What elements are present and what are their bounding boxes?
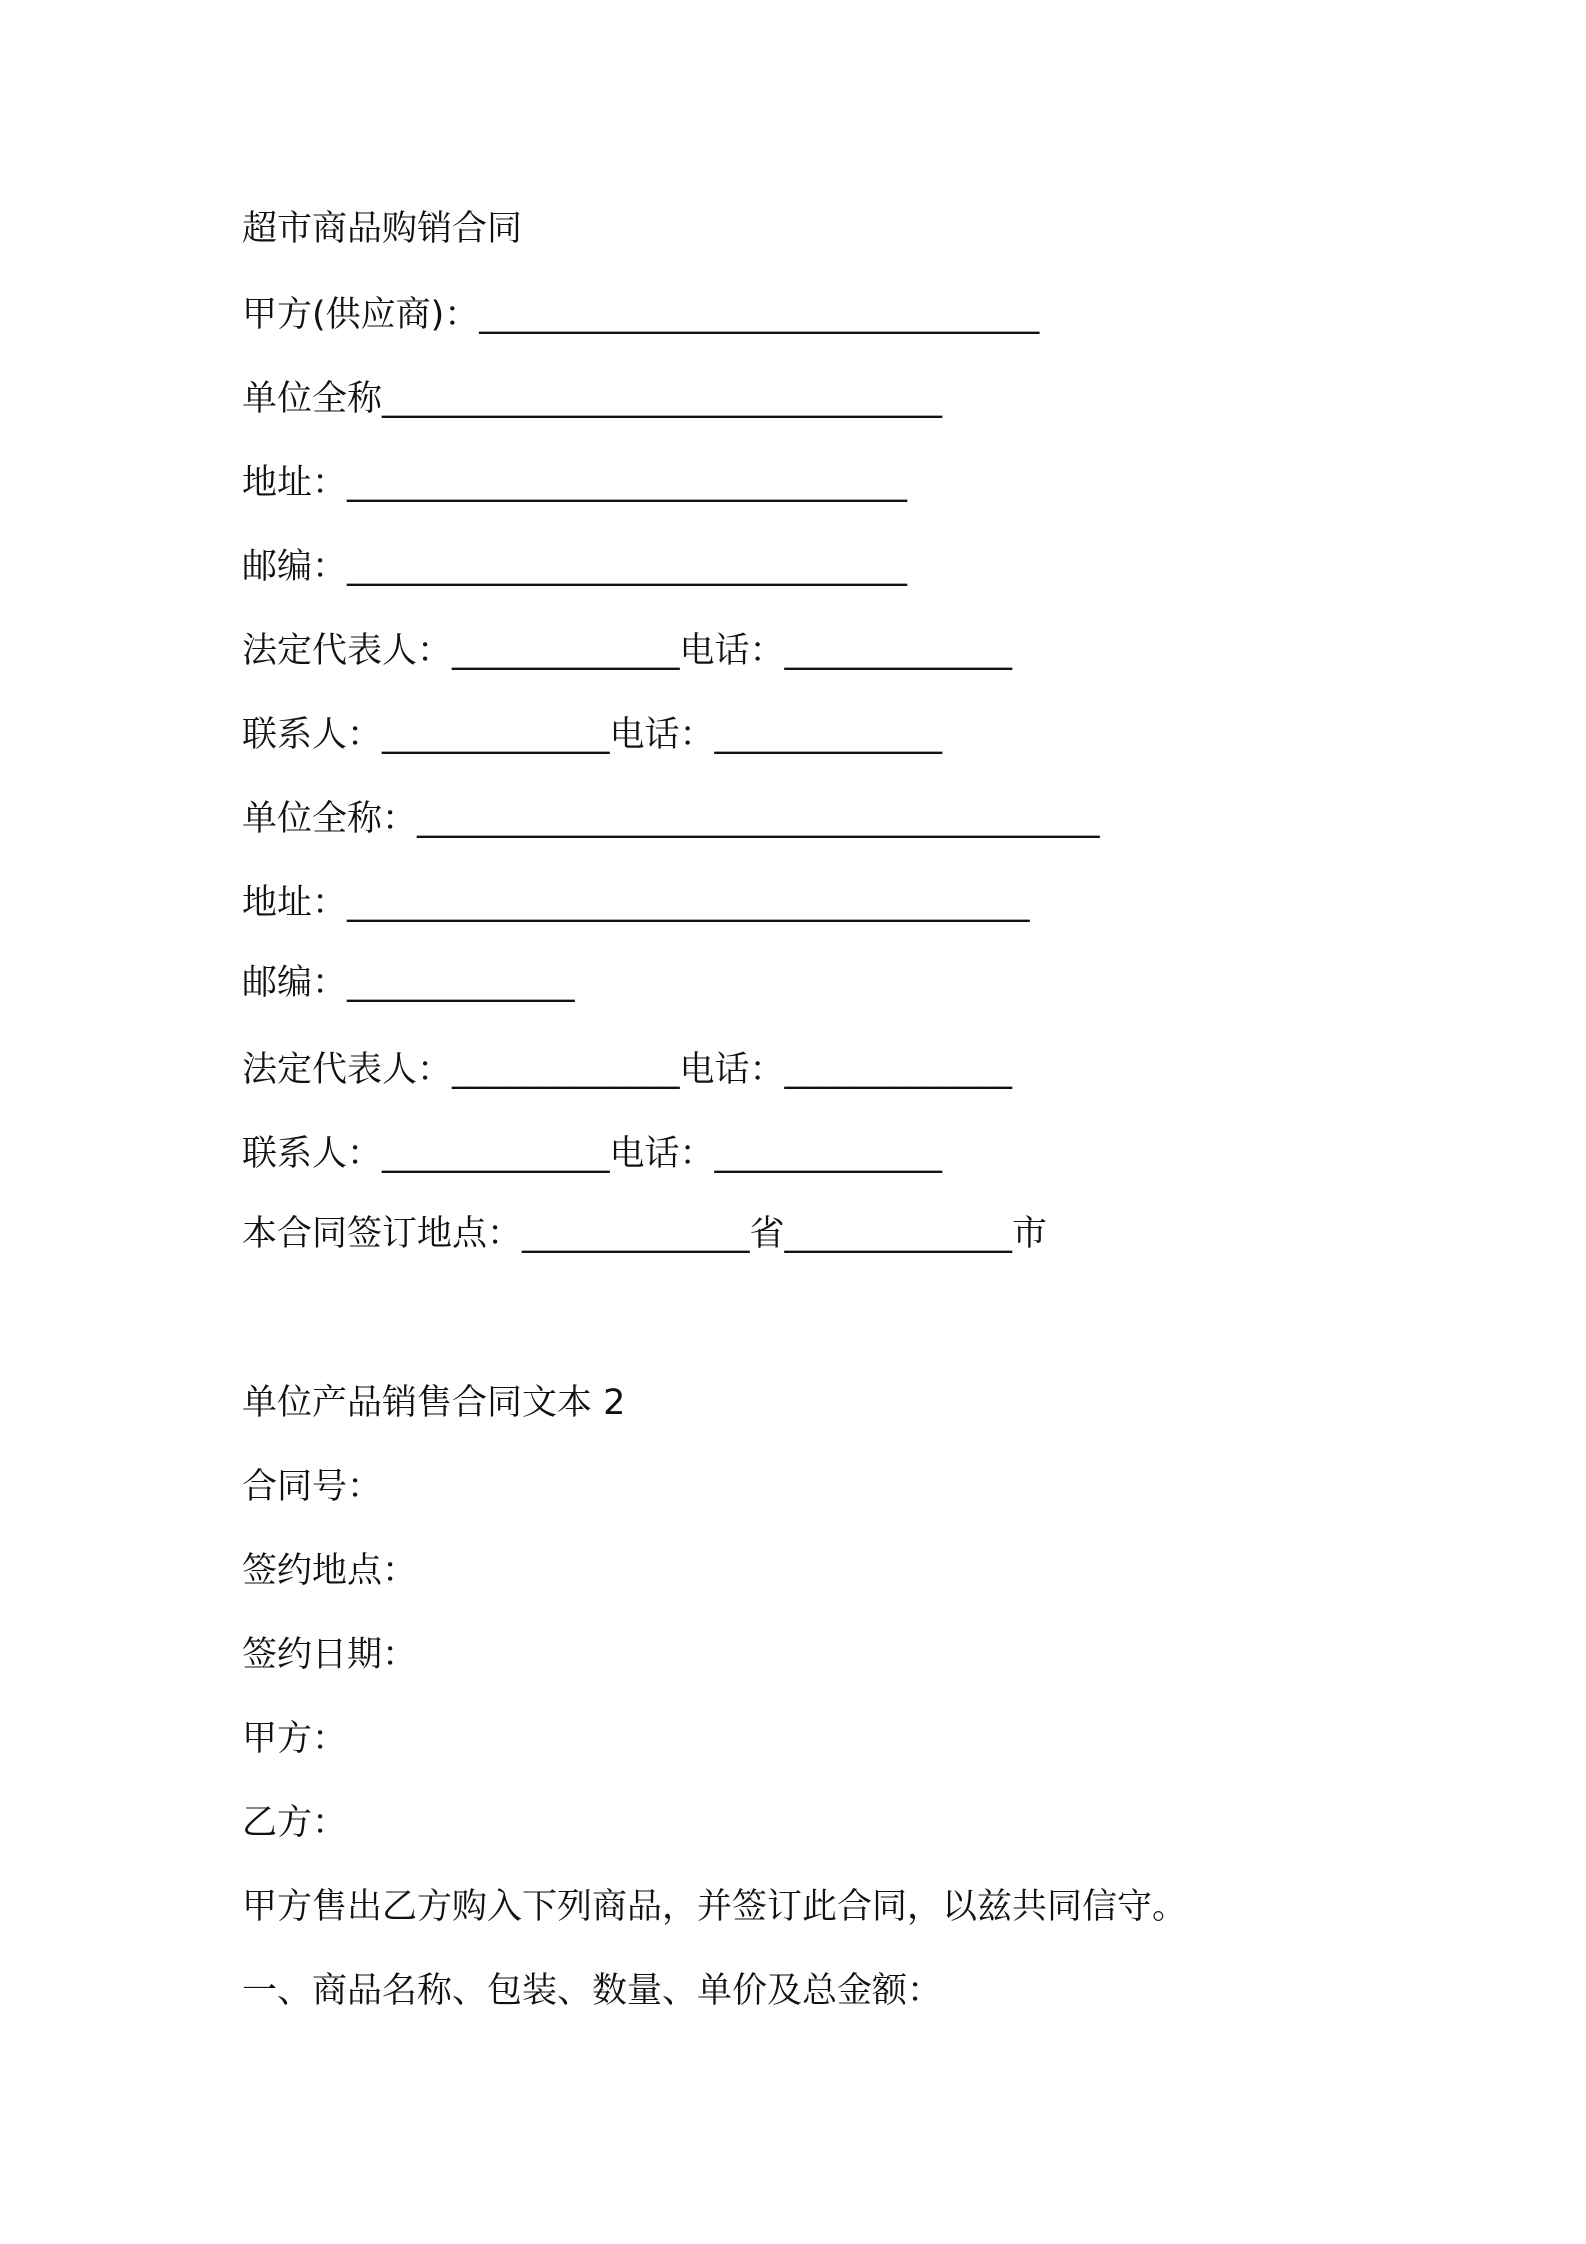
party-a-supplier-line: 甲方(供应商)：________________________________: [242, 295, 1040, 335]
contract-number-line: 合同号：: [242, 1467, 383, 1507]
party-a-contact-line: 联系人：_____________电话：_____________: [242, 715, 943, 755]
party-b-address-line: 地址：_______________________________________: [242, 883, 1030, 923]
signing-place-line: 本合同签订地点：_____________省_____________市: [242, 1214, 1048, 1254]
sign-location-line: 签约地点：: [242, 1551, 418, 1591]
party-a-legal-rep-line: 法定代表人：_____________电话：_____________: [242, 631, 1013, 671]
clause-1-heading: 一、商品名称、包装、数量、单价及总金额：: [242, 1971, 943, 2011]
party-b-contact-line: 联系人：_____________电话：_____________: [242, 1134, 943, 1174]
contract-2-title: 单位产品销售合同文本 2: [242, 1383, 626, 1423]
party-a-postcode-line: 邮编：________________________________: [242, 547, 908, 587]
party-a-line: 甲方：: [242, 1719, 348, 1759]
agreement-statement: 甲方售出乙方购入下列商品，并签订此合同，以兹共同信守。: [242, 1887, 1188, 1927]
party-b-line: 乙方：: [242, 1803, 348, 1843]
party-b-postcode-line: 邮编：_____________: [242, 963, 575, 1003]
party-a-company-name-line: 单位全称________________________________: [242, 379, 943, 419]
party-a-address-line: 地址：________________________________: [242, 463, 908, 503]
party-b-company-name-line: 单位全称：_______________________________________: [242, 799, 1100, 839]
contract-title: 超市商品购销合同: [242, 209, 523, 249]
party-b-legal-rep-line: 法定代表人：_____________电话：_____________: [242, 1050, 1013, 1090]
sign-date-line: 签约日期：: [242, 1635, 418, 1675]
